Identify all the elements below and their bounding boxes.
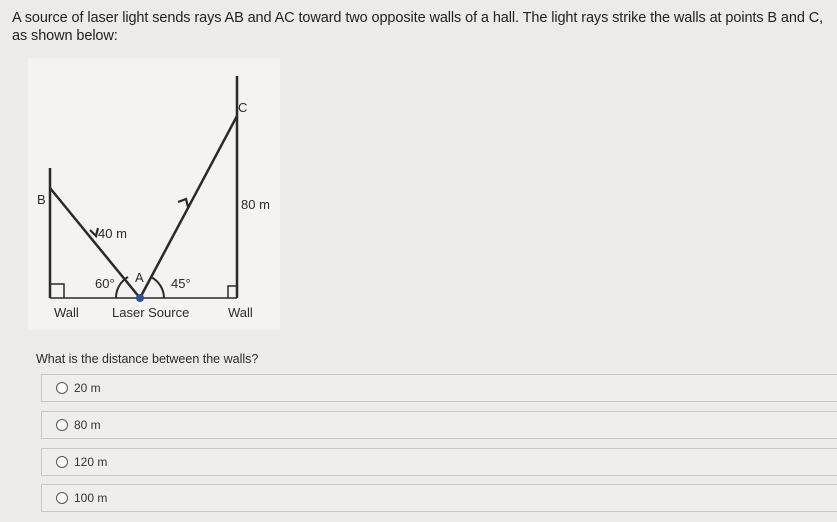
label-angle-left: 60° <box>95 276 115 291</box>
laser-diagram <box>28 58 280 330</box>
option-label: 20 m <box>74 381 101 395</box>
left-right-angle-mark <box>50 284 64 298</box>
ray-ac <box>140 116 237 298</box>
right-right-angle-mark <box>228 286 237 298</box>
question-prompt: What is the distance between the walls? <box>36 352 259 366</box>
label-angle-right: 45° <box>171 276 191 291</box>
ray-ab-arrow <box>90 228 98 236</box>
option-label: 100 m <box>74 491 108 505</box>
answer-option[interactable] <box>41 374 837 402</box>
label-wall-right: Wall <box>228 305 253 320</box>
label-wall-left: Wall <box>54 305 79 320</box>
angle-45-arc <box>151 277 164 298</box>
radio-button[interactable] <box>56 419 68 431</box>
label-length-ab: 40 m <box>98 226 127 241</box>
label-laser-source: Laser Source <box>112 305 190 320</box>
diagram-svg <box>28 58 280 330</box>
question-text: A source of laser light sends rays AB and AC toward two opposite walls of a hall. The light rays strike the walls at points B and C, as shown below: <box>12 10 824 44</box>
answer-option[interactable] <box>41 448 837 476</box>
ray-ac-arrow <box>178 199 188 207</box>
radio-button[interactable] <box>56 456 68 468</box>
option-label: 80 m <box>74 418 101 432</box>
radio-button[interactable] <box>56 492 68 504</box>
label-point-a: A <box>135 270 144 285</box>
label-point-c: C <box>238 100 248 115</box>
label-length-wall: 80 m <box>241 197 270 212</box>
answer-option[interactable] <box>41 411 837 439</box>
radio-button[interactable] <box>56 382 68 394</box>
label-point-b: B <box>37 192 46 207</box>
laser-source-dot <box>136 294 144 302</box>
option-label: 120 m <box>74 455 108 469</box>
answer-option[interactable] <box>41 484 837 512</box>
